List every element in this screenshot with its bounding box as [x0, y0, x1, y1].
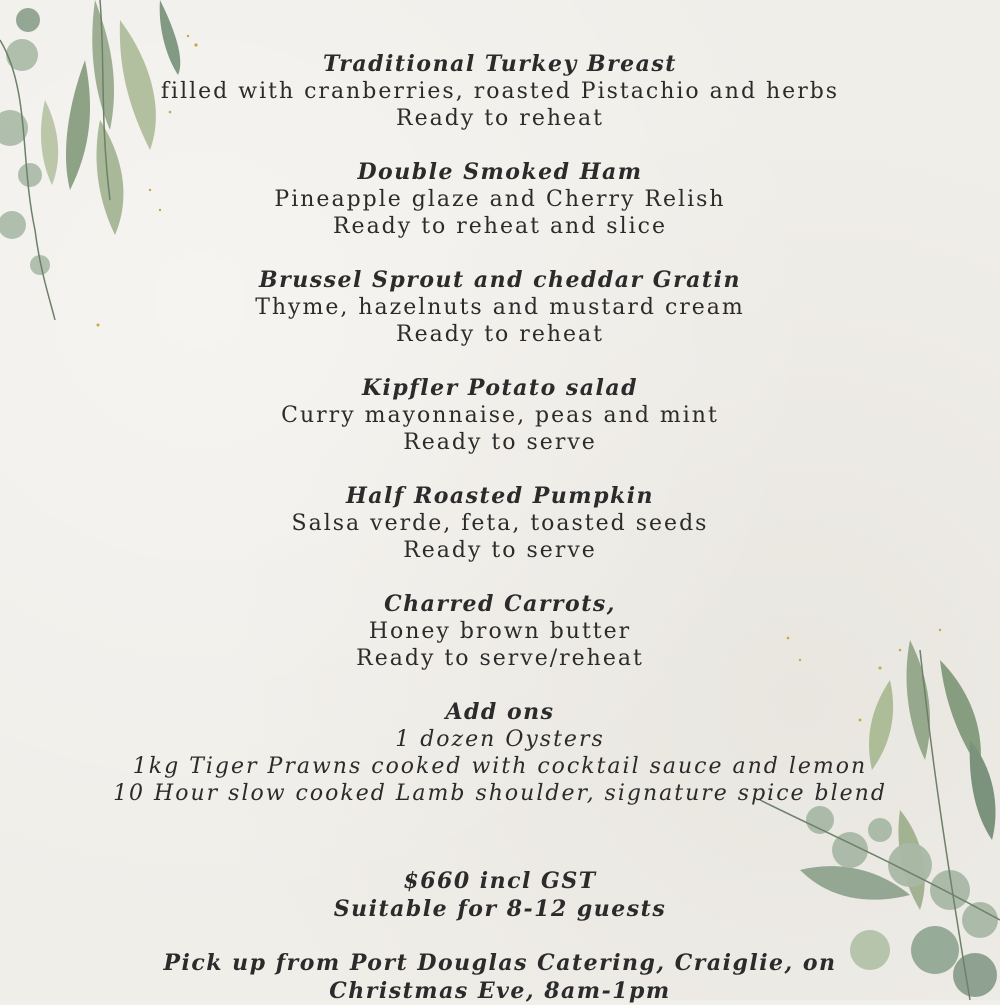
dish-name: Half Roasted Pumpkin	[345, 483, 655, 509]
dish-note: Ready to serve	[403, 430, 597, 455]
dish-name: Charred Carrots,	[384, 591, 616, 617]
menu-item	[0, 590, 1000, 672]
dish-description: Pineapple glaze and Cherry Relish	[274, 187, 726, 212]
addon-line: 1kg Tiger Prawns cooked with cocktail sauce and lemon	[132, 754, 868, 779]
menu-item	[0, 482, 1000, 564]
guest-count: Suitable for 8-12 guests	[333, 896, 667, 922]
addons-section	[0, 698, 1000, 807]
dish-note: Ready to serve/reheat	[356, 646, 644, 671]
menu-item	[0, 158, 1000, 240]
pickup-line: Christmas Eve, 8am-1pm	[329, 978, 671, 1004]
pickup-info	[0, 949, 1000, 1005]
dish-note: Ready to reheat	[396, 322, 604, 347]
dish-note: Ready to serve	[403, 538, 597, 563]
dish-name: Brussel Sprout and cheddar Gratin	[259, 267, 741, 293]
dish-name: Double Smoked Ham	[357, 159, 643, 185]
dish-name: Traditional Turkey Breast	[323, 51, 677, 77]
dish-description: Salsa verde, feta, toasted seeds	[291, 511, 709, 536]
dish-description: Honey brown butter	[368, 619, 632, 644]
addon-line: 10 Hour slow cooked Lamb shoulder, signature spice blend	[113, 781, 887, 806]
price: $660 incl GST	[403, 868, 597, 894]
addon-line: 1 dozen Oysters	[395, 727, 605, 752]
dish-note: Ready to reheat and slice	[332, 214, 668, 239]
dish-name: Kipfler Potato salad	[361, 375, 639, 401]
dish-description: Thyme, hazelnuts and mustard cream	[255, 295, 745, 320]
pickup-line: Pick up from Port Douglas Catering, Craiglie, on	[163, 950, 837, 976]
menu-item	[0, 374, 1000, 456]
dish-note: Ready to reheat	[396, 106, 604, 131]
menu-item	[0, 50, 1000, 132]
dish-description: Curry mayonnaise, peas and mint	[281, 403, 719, 428]
menu-item	[0, 266, 1000, 348]
addons-title: Add ons	[445, 699, 555, 725]
dish-description: filled with cranberries, roasted Pistachio and herbs	[160, 79, 840, 104]
menu	[0, 50, 1000, 1005]
footer	[0, 867, 1000, 1005]
